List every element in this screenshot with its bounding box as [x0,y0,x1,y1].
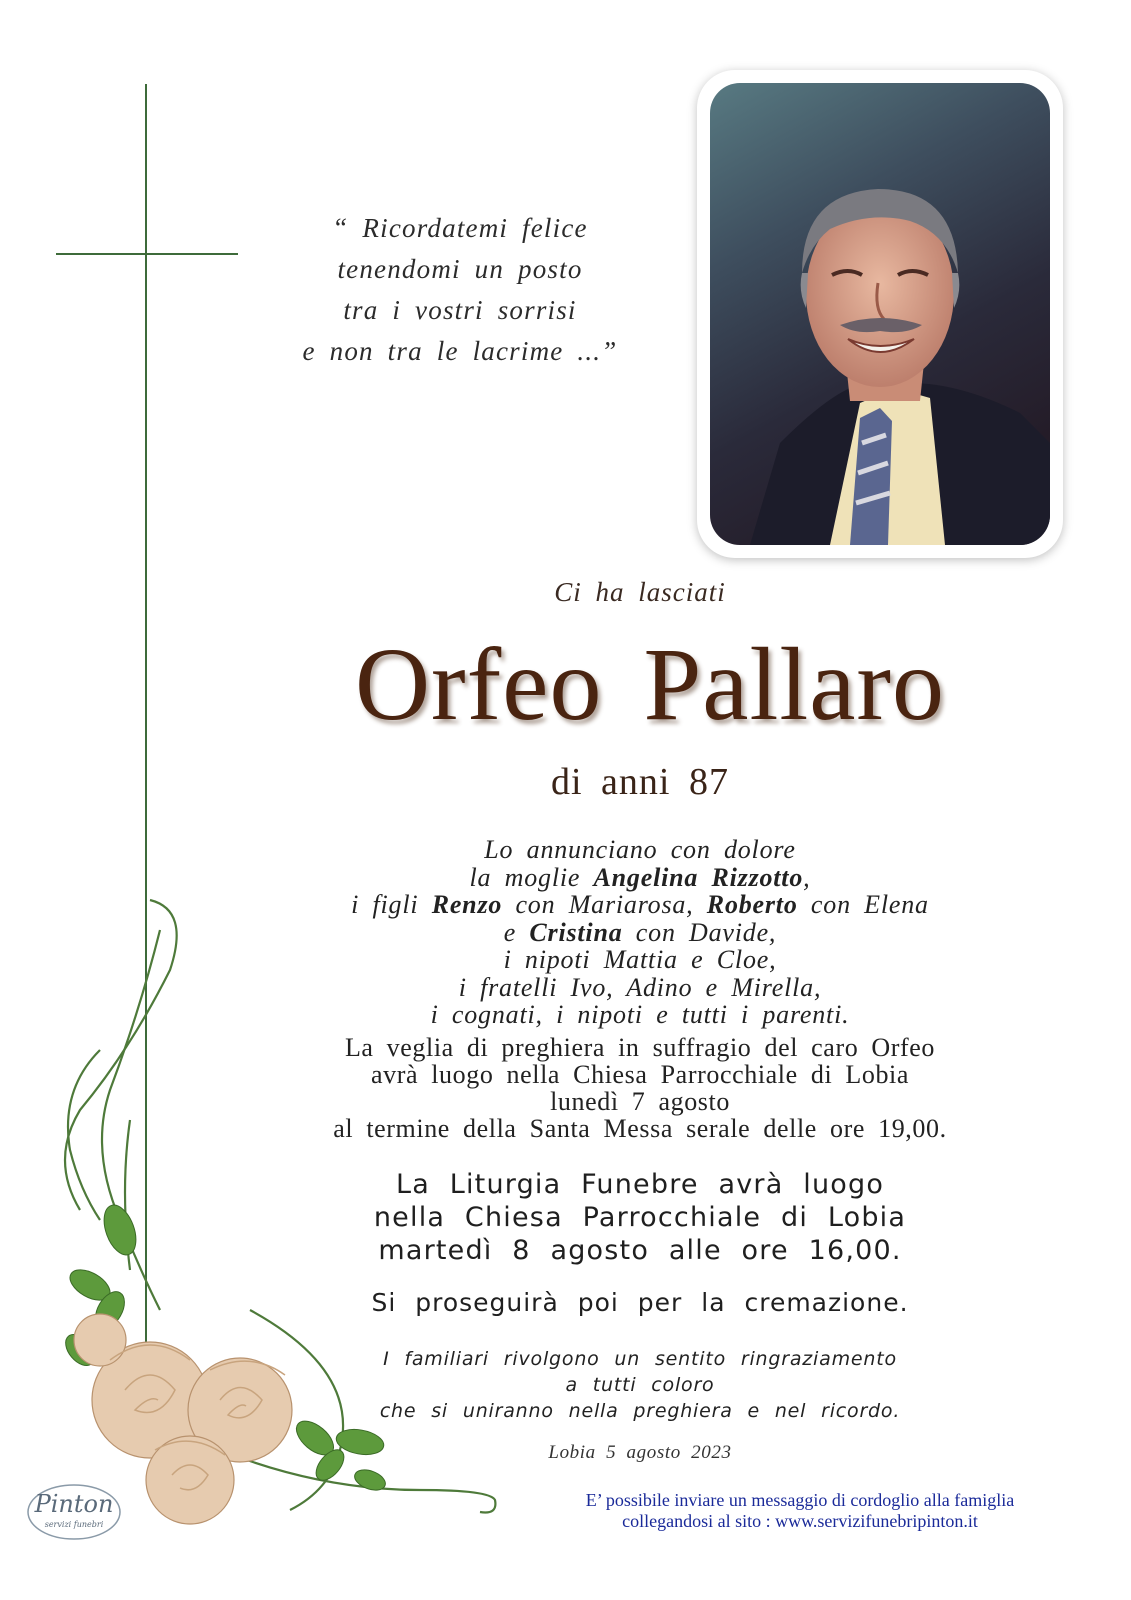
intro-text: Ci ha lasciati [554,577,726,607]
cremation-notice: Si proseguirà poi per la cremazione. [371,1288,909,1317]
cross-horizontal-bar [56,253,238,255]
liturgy-line: nella Chiesa Parrocchiale di Lobia [373,1202,907,1233]
quote-line: e non tra le lacrime ...” [302,336,618,366]
family-line: i cognati, i nipoti e tutti i parenti. [430,1000,850,1029]
pinton-logo [24,1480,124,1544]
portrait-frame [697,70,1063,558]
memorial-quote [270,208,650,372]
spouse-name: Angelina Rizzotto [593,862,804,892]
vigil-line: La veglia di preghiera in suffragio del caro Orfeo [344,1033,936,1062]
logo-subtitle: servizi funebri [44,1520,104,1529]
family-line: i fratelli Ivo, Adino e Mirella, [458,972,822,1002]
family-line: Lo annunciano con dolore [484,835,796,864]
condolence-contact [520,1490,1080,1532]
logo-wordmark: Pinton [34,1490,114,1518]
roses-decoration-illustration [40,890,520,1550]
vigil-line: avrà luogo nella Chiesa Parrocchiale di Lobia [370,1060,910,1089]
family-text: la moglie [469,862,594,892]
family-text: e [503,917,530,947]
family-line: i nipoti Mattia e Cloe, [503,945,777,974]
liturgy-line: La Liturgia Funebre avrà luogo [395,1169,885,1200]
vigil-line: al termine della Santa Messa serale delle ore 19,00. [333,1114,947,1143]
child-name: Renzo [431,890,503,919]
contact-line: E’ possibile inviare un messaggio di cordoglio alla famiglia [585,1490,1015,1510]
place-date: Lobia 5 agosto 2023 [548,1442,732,1463]
family-text: i figli [351,890,432,919]
thanks-line: I familiari rivolgono un sentito ringraziamento [383,1348,897,1370]
liturgy-line: martedì 8 agosto alle ore 16,00. [378,1235,902,1266]
family-text: con Davide, [622,917,777,947]
quote-line: tra i vostri sorrisi [343,295,577,325]
family-text: con Elena [797,890,929,919]
contact-website-line[interactable]: collegandosi al sito : www.servizifunebripinton.it [622,1511,978,1531]
portrait-photo [710,83,1050,545]
family-text: , [803,862,811,892]
child-name: Roberto [706,890,798,919]
deceased-name: Orfeo Pallaro [354,627,946,742]
child-name: Cristina [529,917,623,947]
family-text: con Mariarosa, [502,890,707,919]
thanks-line: che si uniranno nella preghiera e nel ricordo. [379,1400,901,1422]
thanks-line: a tutti coloro [565,1374,715,1396]
quote-line: tenendomi un posto [337,254,583,284]
deceased-age: di anni 87 [551,761,729,803]
family-line [280,864,1000,892]
vigil-line: lunedì 7 agosto [550,1087,730,1116]
quote-line: “ Ricordatemi felice [332,213,588,243]
